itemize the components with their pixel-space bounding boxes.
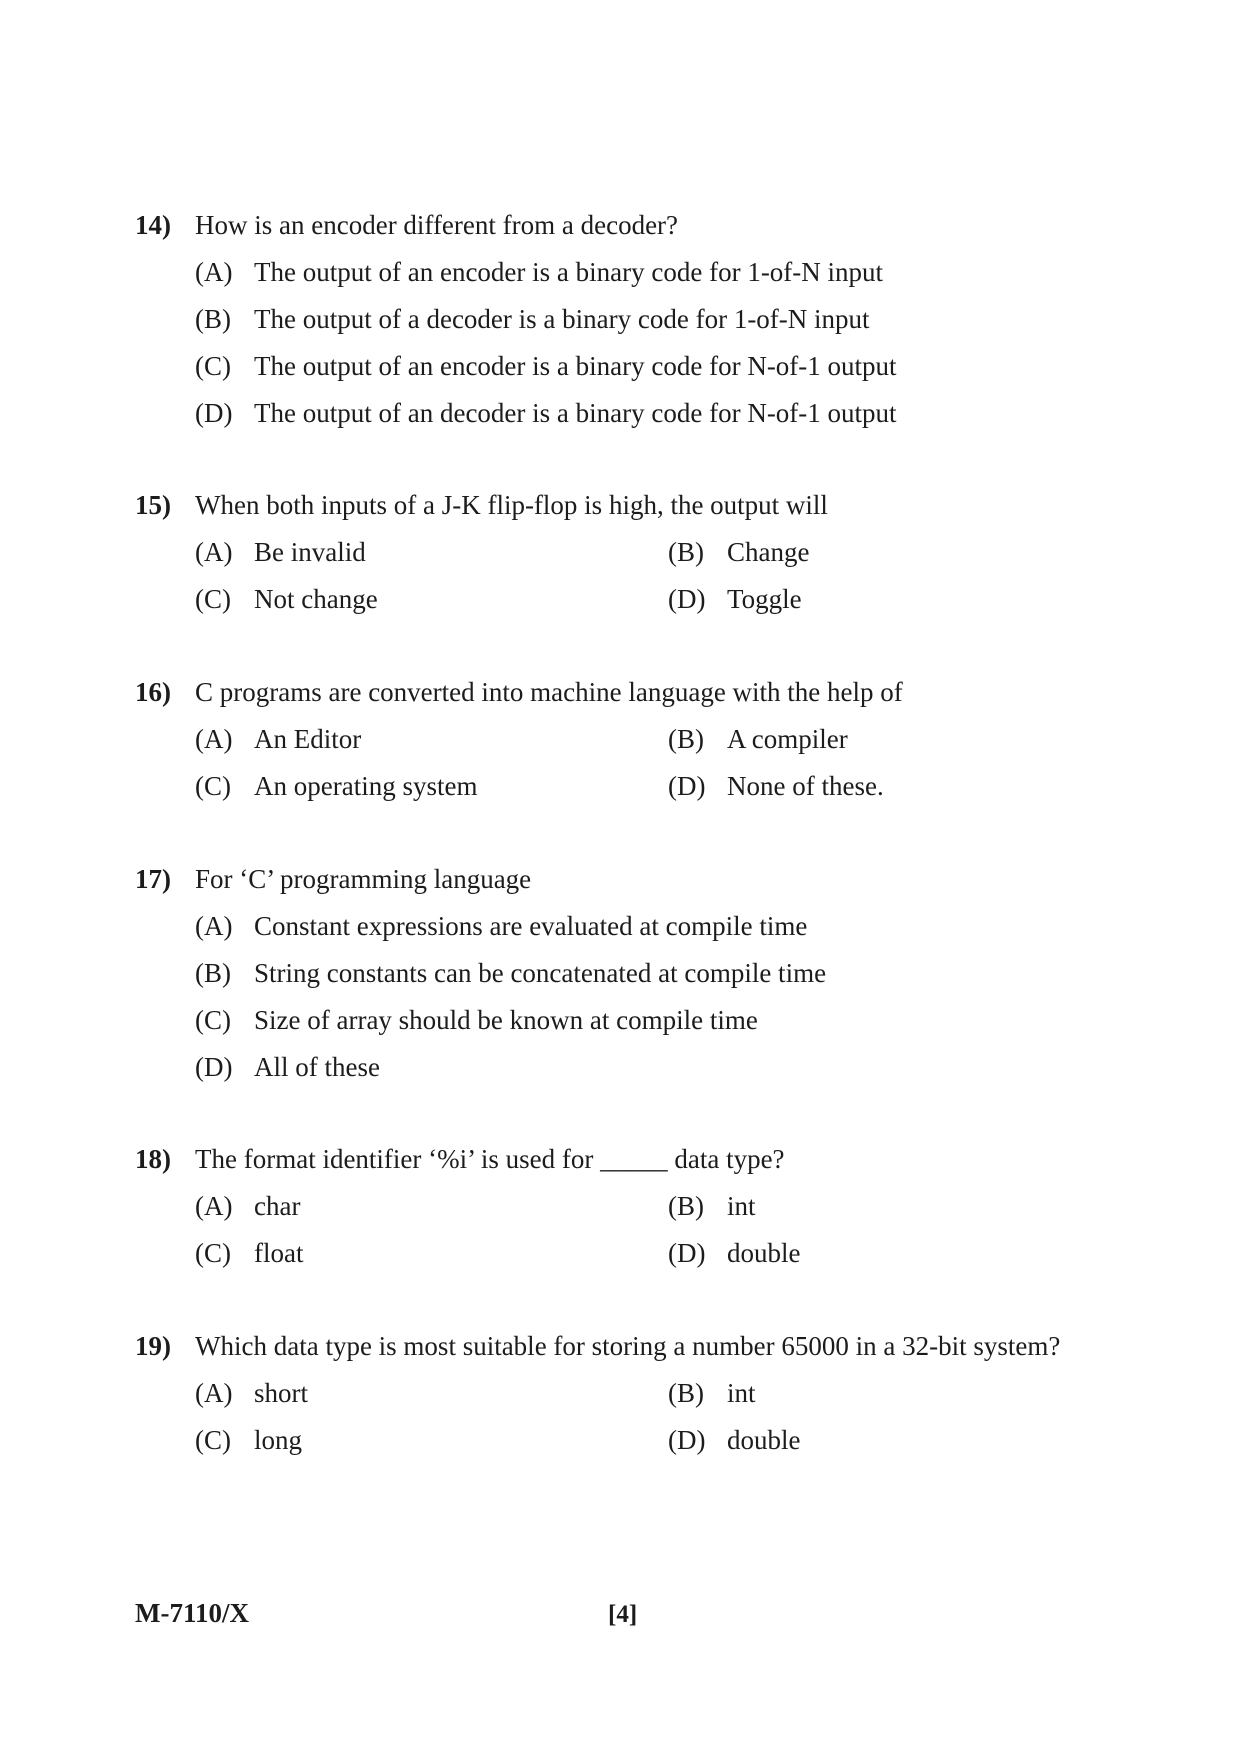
question-number: 14) <box>135 210 171 240</box>
option-label: (B) <box>195 304 231 334</box>
option-text: Size of array should be known at compile time <box>254 1005 758 1035</box>
option-text: float <box>254 1238 304 1268</box>
option-text: All of these <box>254 1052 380 1082</box>
option-text: int <box>727 1191 756 1221</box>
option-label: (B) <box>668 1378 704 1408</box>
option-label: (A) <box>195 911 233 941</box>
option-text: double <box>727 1238 801 1268</box>
option-row <box>135 249 1135 296</box>
option-label: (D) <box>668 1238 706 1268</box>
option-label: (A) <box>195 724 233 754</box>
page-number: [4] <box>608 1601 638 1628</box>
option-text: Constant expressions are evaluated at compile time <box>254 911 808 941</box>
option-label: (D) <box>668 584 706 614</box>
question-15 <box>135 482 1135 623</box>
option-text: Change <box>727 537 810 567</box>
option-row <box>135 763 1135 810</box>
option-text: Toggle <box>727 584 802 614</box>
option-label: (B) <box>195 958 231 988</box>
option-row <box>135 1183 1135 1230</box>
option-label: (A) <box>195 1191 233 1221</box>
option-row <box>135 950 1135 997</box>
option-row <box>135 529 1135 576</box>
question-19 <box>135 1323 1135 1464</box>
question-text: For ‘C’ programming language <box>195 864 532 894</box>
question-number: 19) <box>135 1331 171 1361</box>
option-label: (C) <box>195 351 231 381</box>
option-text: Not change <box>254 584 378 614</box>
option-label: (A) <box>195 257 233 287</box>
question-stem <box>135 669 1135 716</box>
option-row <box>135 576 1135 623</box>
option-label: (B) <box>668 724 704 754</box>
option-label: (C) <box>195 1425 231 1455</box>
option-label: (C) <box>195 1238 231 1268</box>
option-row <box>135 903 1135 950</box>
paper-code: M-7110/X <box>135 1598 249 1628</box>
option-text: double <box>727 1425 801 1455</box>
option-text: long <box>254 1425 303 1455</box>
option-label: (B) <box>668 1191 704 1221</box>
option-row <box>135 997 1135 1044</box>
option-text: An operating system <box>254 771 478 801</box>
question-number: 17) <box>135 864 171 894</box>
option-text: char <box>254 1191 301 1221</box>
option-text: An Editor <box>254 724 362 754</box>
option-label: (C) <box>195 771 231 801</box>
question-text: C programs are converted into machine language with the help of <box>195 677 903 707</box>
option-text: String constants can be concatenated at compile time <box>254 958 827 988</box>
option-text: The output of a decoder is a binary code for 1-of-N input <box>254 304 870 334</box>
question-16 <box>135 669 1135 810</box>
question-stem <box>135 1323 1135 1370</box>
option-label: (D) <box>668 1425 706 1455</box>
question-text: The format identifier ‘%i’ is used for _____ data type? <box>195 1144 785 1174</box>
option-label: (C) <box>195 1005 231 1035</box>
option-label: (B) <box>668 537 704 567</box>
question-text: How is an encoder different from a decoder? <box>195 210 679 240</box>
option-label: (D) <box>195 398 233 428</box>
option-row <box>135 1230 1135 1277</box>
option-label: (A) <box>195 537 233 567</box>
question-text: When both inputs of a J-K flip-flop is high, the output will <box>195 490 828 520</box>
option-text: A compiler <box>727 724 848 754</box>
option-text: None of these. <box>727 771 884 801</box>
question-stem <box>135 482 1135 529</box>
question-number: 18) <box>135 1144 171 1174</box>
question-18 <box>135 1136 1135 1277</box>
option-text: short <box>254 1378 308 1408</box>
question-text: Which data type is most suitable for storing a number 65000 in a 32-bit system? <box>195 1331 1061 1361</box>
option-row <box>135 1044 1135 1091</box>
option-text: The output of an encoder is a binary code for 1-of-N input <box>254 257 884 287</box>
option-label: (D) <box>195 1052 233 1082</box>
question-stem <box>135 1136 1135 1183</box>
option-row <box>135 296 1135 343</box>
question-14 <box>135 202 1135 437</box>
question-stem <box>135 856 1135 903</box>
question-stem <box>135 202 1135 249</box>
option-text: Be invalid <box>254 537 366 567</box>
option-label: (C) <box>195 584 231 614</box>
option-text: The output of an decoder is a binary code for N-of-1 output <box>254 398 897 428</box>
question-number: 16) <box>135 677 171 707</box>
option-text: The output of an encoder is a binary code for N-of-1 output <box>254 351 897 381</box>
option-label: (D) <box>668 771 706 801</box>
question-17 <box>135 856 1135 1091</box>
option-row <box>135 716 1135 763</box>
option-text: int <box>727 1378 756 1408</box>
option-row <box>135 390 1135 437</box>
option-row <box>135 1417 1135 1464</box>
option-row <box>135 343 1135 390</box>
option-row <box>135 1370 1135 1417</box>
option-label: (A) <box>195 1378 233 1408</box>
question-number: 15) <box>135 490 171 520</box>
